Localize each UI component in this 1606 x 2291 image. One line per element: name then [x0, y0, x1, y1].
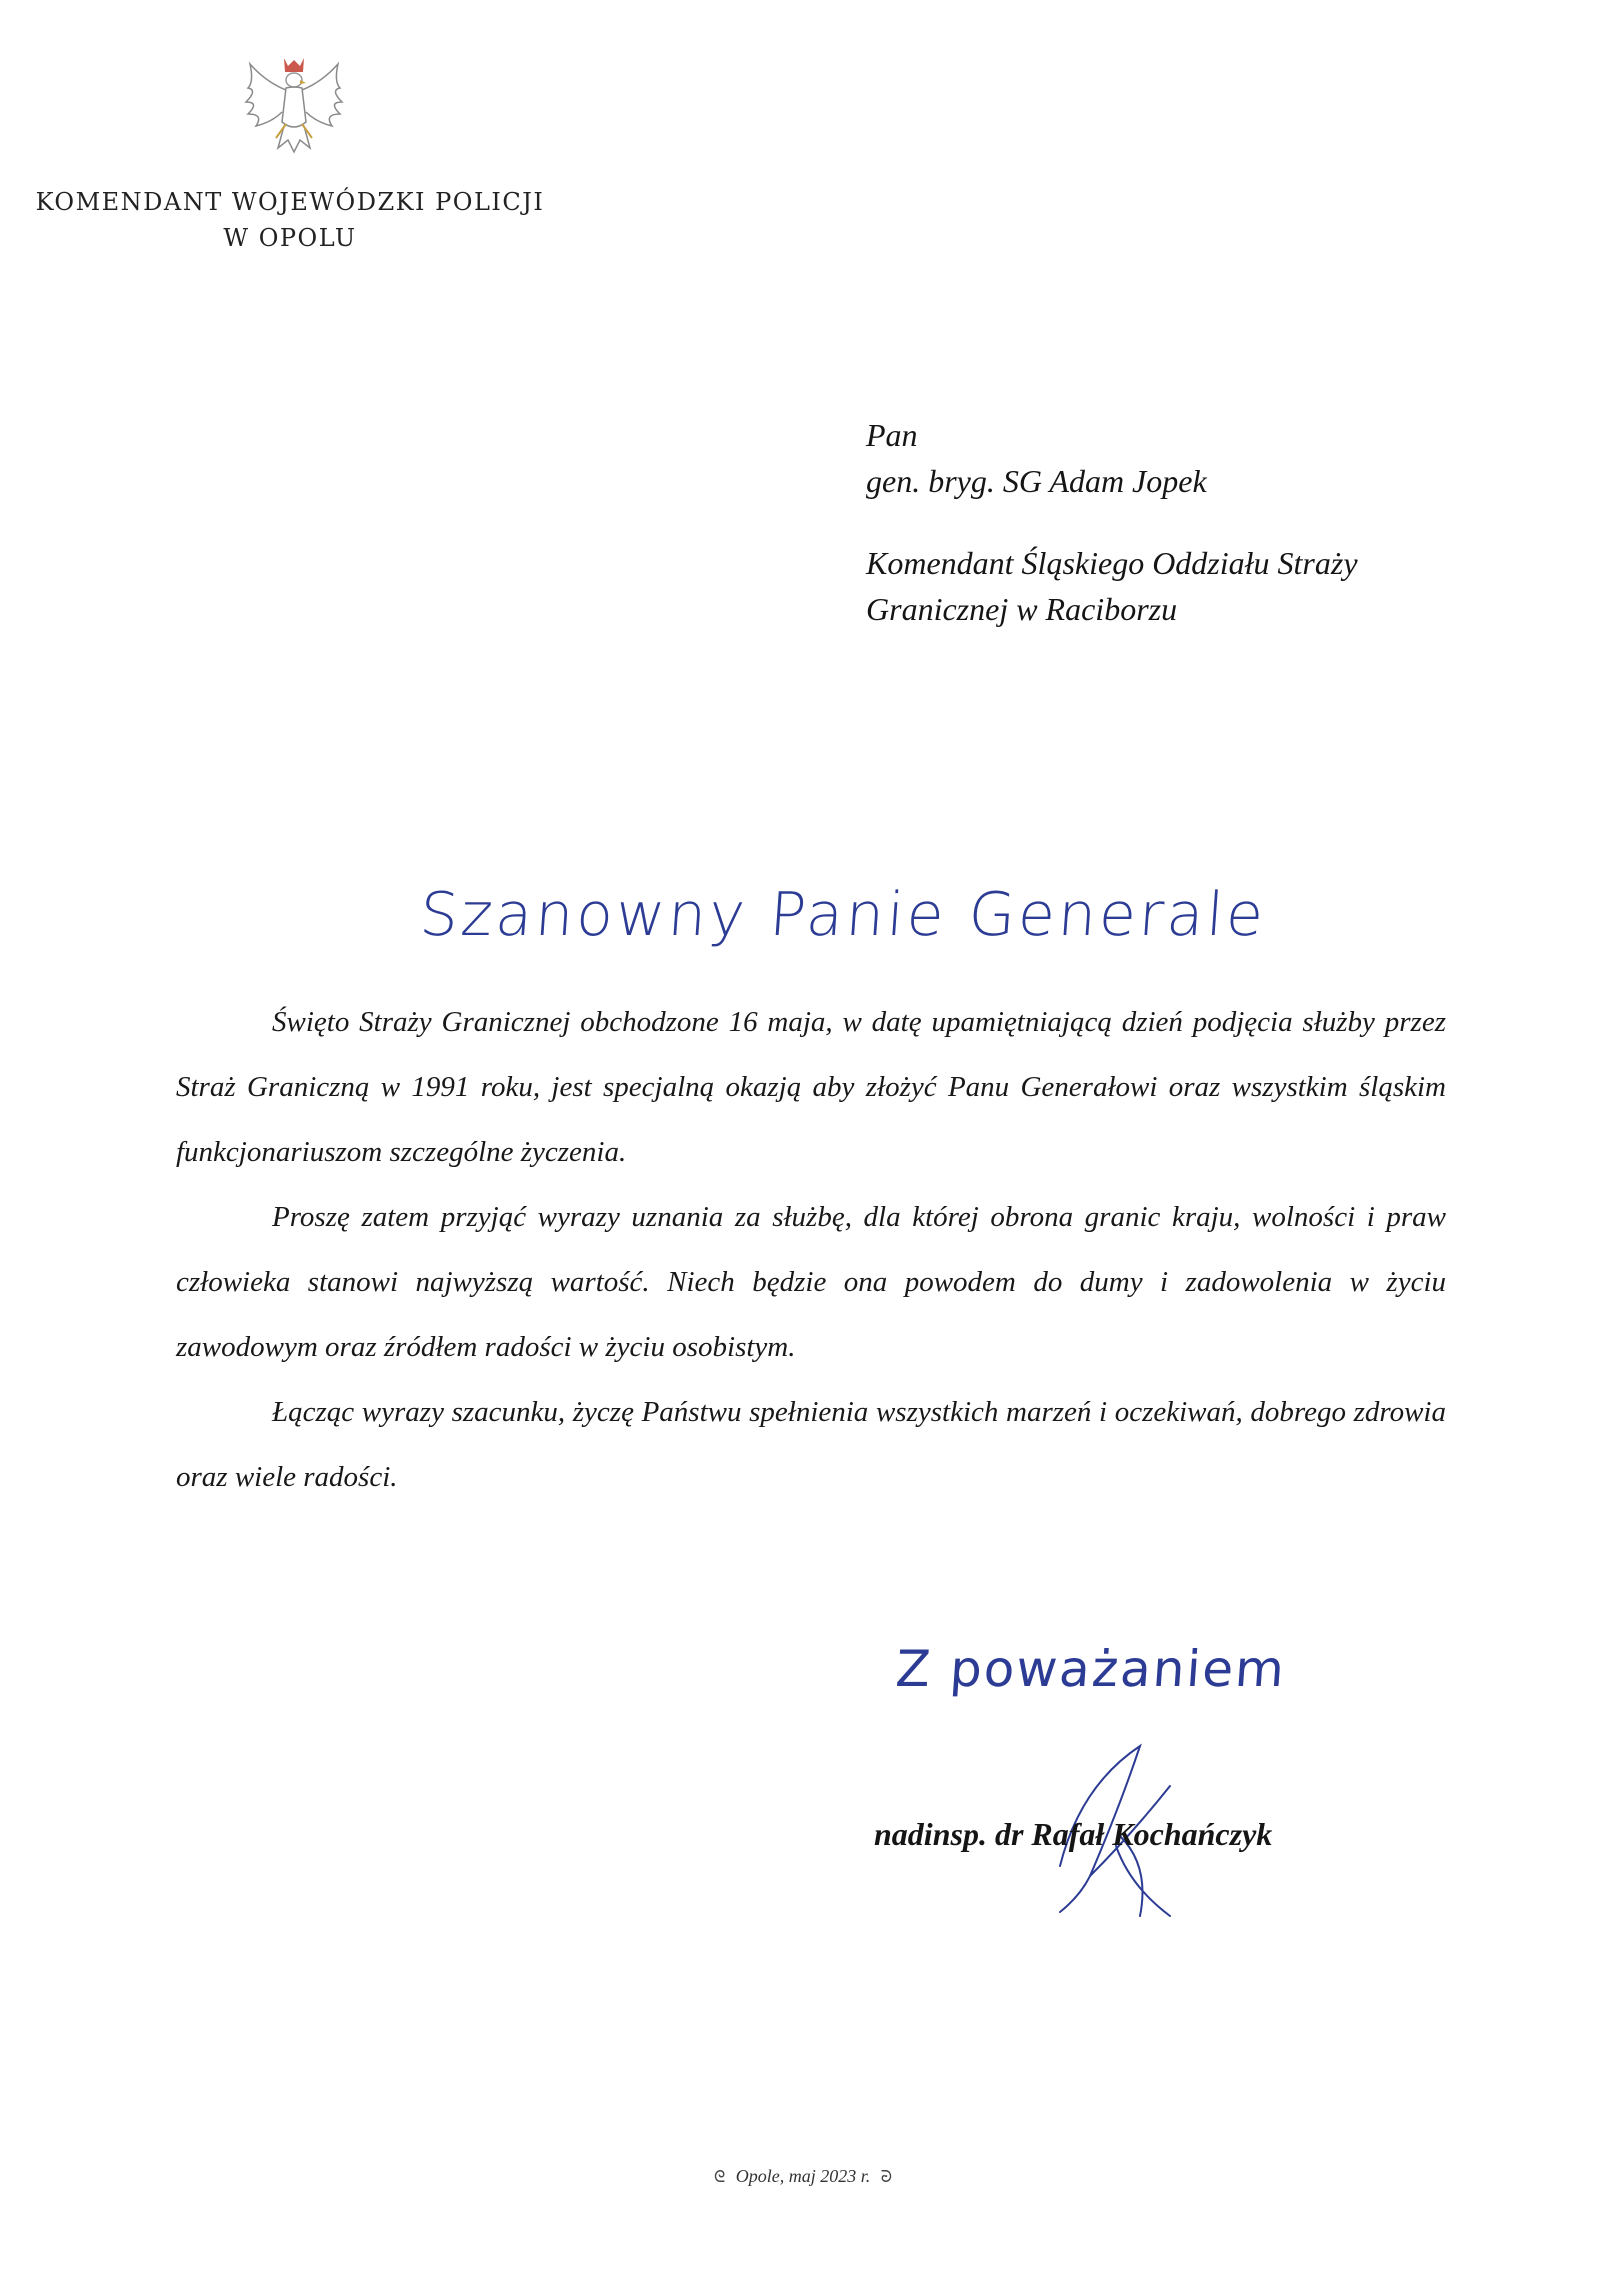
footer-text: Opole, maj 2023 r. — [735, 2166, 871, 2186]
issuer-line-1: KOMENDANT WOJEWÓDZKI POLICJI — [35, 188, 545, 216]
issuer-heading — [20, 184, 560, 256]
addressee-position-2: Granicznej w Raciborzu — [866, 591, 1178, 627]
eagle-icon — [236, 52, 352, 164]
handwritten-closing: Z poważaniem — [893, 1640, 1288, 1698]
body-paragraph-1: Święto Straży Granicznej obchodzone 16 maja, w datę upamiętniającą dzień podjęcia służby przez Straż Graniczną w 1991 roku, jest specjalną okazją aby złożyć Panu Generałowi oraz wszystkim śląskim funkcjonariuszom szczególne życzenia. — [176, 1006, 1446, 1168]
ornament-right-icon: ᘒ — [880, 2169, 893, 2186]
ornament-left-icon: ᘓ — [713, 2169, 726, 2186]
addressee-name: gen. bryg. SG Adam Jopek — [866, 463, 1207, 499]
handwritten-salutation: Szanowny Panie Generale — [417, 880, 1269, 950]
issuer-line-2: W OPOLU — [223, 224, 357, 252]
addressee-position-1: Komendant Śląskiego Oddziału Straży — [866, 545, 1358, 581]
polish-eagle-emblem — [236, 52, 352, 164]
signatory-name: nadinsp. dr Rafał Kochańczyk — [874, 1816, 1273, 1852]
body-paragraph-3: Łącząc wyrazy szacunku, życzę Państwu spełnienia wszystkich marzeń i oczekiwań, dobrego zdrowia oraz wiele radości. — [176, 1396, 1446, 1493]
addressee-block — [866, 412, 1358, 632]
footer-place-date — [0, 2166, 1606, 2187]
addressee-title: Pan — [866, 417, 918, 453]
body-paragraph-2: Proszę zatem przyjąć wyrazy uznania za służbę, dla której obrona granic kraju, wolności i praw człowieka stanowi najwyższą wartość. Niech będzie ona powodem do dumy i zadowolenia w życiu zawodowym oraz źródłem radości w życiu osobistym. — [176, 1201, 1446, 1363]
letter-body — [176, 990, 1446, 1510]
